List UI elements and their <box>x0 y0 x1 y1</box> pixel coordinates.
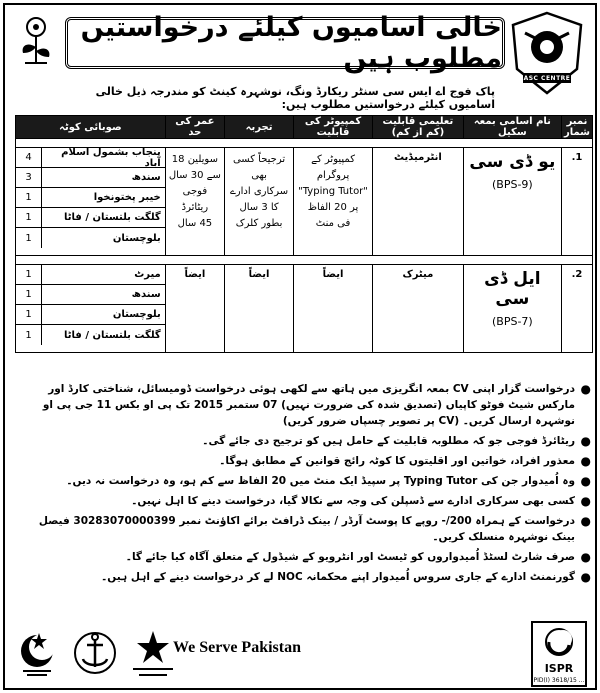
quota-count: 1 <box>16 325 42 345</box>
asc-centre-logo-icon <box>507 9 587 105</box>
post-scale: (BPS-9) <box>492 178 533 191</box>
experience-line: کا 3 سال <box>239 202 279 213</box>
quota-province: سندھ <box>131 289 161 300</box>
army-emblem-icon <box>21 633 55 675</box>
serial-cell: 1. <box>561 148 592 256</box>
quota-item <box>16 208 165 228</box>
post-name: ایل ڈی سی <box>484 269 541 309</box>
age-line: سے 30 سال <box>168 170 221 181</box>
navy-emblem-icon <box>75 633 115 673</box>
computer-line: "Typing Tutor" <box>298 186 368 197</box>
quota-province: سندھ <box>131 172 161 183</box>
bullet-icon: ● <box>580 382 591 396</box>
experience-cell <box>225 148 294 256</box>
quota-count: 1 <box>16 208 42 227</box>
instruction-item <box>17 549 593 565</box>
instruction-item <box>17 453 593 469</box>
computer-line: فی منٹ <box>315 218 351 229</box>
quota-count: 1 <box>16 228 42 248</box>
page-title: خالی اسامیوں کیلئے درخواستیں مطلوب ہیں <box>80 12 502 74</box>
age-cell <box>165 148 224 256</box>
quota-province: میرٹ <box>134 269 161 280</box>
table-row <box>16 265 593 353</box>
ispr-label: ISPR <box>544 662 574 675</box>
instruction-text: وہ اُمیدوار جن کی Typing Tutor پر سپیڈ ایک منٹ میں 20 الفاظ سے کم ہو، وہ درخواست نہ دیں۔ <box>66 475 575 487</box>
quota-item <box>16 228 165 248</box>
instruction-text: درخواست کے ہمراہ 200/- روپے کا پوسٹ آرڈر / بینک ڈرافٹ برائے اکاؤنٹ نمبر 30283070000399 فیصل بینک نوشہرہ منسلک کریں۔ <box>38 515 575 543</box>
armed-forces-emblems-icon <box>15 623 175 683</box>
quota-item <box>16 325 165 345</box>
job-advertisement <box>3 3 597 690</box>
age-cell: ایضاً <box>165 265 224 353</box>
air-force-emblem-icon <box>133 631 173 675</box>
quota-item <box>16 285 165 305</box>
experience-line: سرکاری ادارے <box>229 186 289 197</box>
experience-cell: ایضاً <box>225 265 294 353</box>
col-experience: تجربہ <box>225 116 294 139</box>
col-age: عمر کی حد <box>165 116 224 139</box>
logo-label: ASC CENTRE <box>523 75 571 82</box>
bullet-icon: ● <box>580 514 591 528</box>
post-cell <box>463 148 561 256</box>
quota-cell <box>16 148 166 256</box>
col-post: نام اسامی بمعہ سکیل <box>463 116 561 139</box>
computer-cell: ایضاً <box>294 265 373 353</box>
bullet-icon: ● <box>580 474 591 488</box>
instruction-text: گورنمنٹ ادارے کے جاری سروس اُمیدوار اپنے محکمانہ NOC لے کر درخواست دینے کے اہل ہیں۔ <box>101 571 575 583</box>
instruction-item <box>17 569 593 585</box>
age-line: سویلین 18 <box>171 154 218 165</box>
quota-count: 1 <box>16 305 42 324</box>
quota-province: بلوچستان <box>112 232 161 244</box>
instruction-item <box>17 493 593 509</box>
flower-emblem-icon <box>11 11 61 69</box>
table-header-row <box>16 116 593 139</box>
quota-item <box>16 305 165 325</box>
bullet-icon: ● <box>580 494 591 508</box>
quota-province: گلگت بلتستان / فاٹا <box>64 329 161 341</box>
experience-line: بطور کلرک <box>235 218 283 229</box>
col-quota: صوبائی کوٹہ <box>16 116 166 139</box>
instruction-item <box>17 513 593 545</box>
age-line: 45 سال <box>177 218 213 229</box>
bullet-icon: ● <box>580 570 591 584</box>
education-cell: انٹرمیڈیٹ <box>372 148 463 256</box>
quota-item <box>16 265 165 285</box>
post-scale: (BPS-7) <box>492 315 533 328</box>
instructions-list <box>17 381 593 589</box>
experience-line: ترجیحاً کسی بھی <box>232 154 286 181</box>
col-education: تعلیمی قابلیت (کم از کم) <box>372 116 463 139</box>
slogan: We Serve Pakistan <box>173 639 301 656</box>
instruction-item <box>17 473 593 489</box>
quota-count: 1 <box>16 265 42 284</box>
quota-count: 1 <box>16 188 42 207</box>
col-computer: کمپیوٹر کی قابلیت <box>294 116 373 139</box>
instruction-text: معذور افراد، خواتین اور اقلیتوں کا کوٹہ رائج قوانین کے مطابق ہوگا۔ <box>219 455 575 467</box>
quota-cell <box>16 265 166 353</box>
instruction-item <box>17 433 593 449</box>
computer-line: کمپیوٹر کے پروگرام <box>311 154 355 181</box>
quota-count: 3 <box>16 168 42 187</box>
quota-count: 1 <box>16 285 42 304</box>
computer-line: پر 20 الفاظ <box>307 202 359 213</box>
col-serial: نمبر شمار <box>561 116 592 139</box>
quota-item <box>16 188 165 208</box>
instruction-text: درخواست گزار اپنی CV بمعہ انگریزی میں ہاتھ سے لکھی ہوئی درخواست ڈومیسائل، شناختی کارڈ اور مارکس شیٹ فوٹو کاپیاں (تصدیق شدہ کی ضرورت نہیں) 07 ستمبر 2015 تک پی او بکس 11 جی پی او نوشہرہ ارسال کریں۔ (CV پر تصویر چسپاں ضرور کریں) <box>42 383 575 427</box>
education-cell: میٹرک <box>372 265 463 353</box>
post-cell <box>463 265 561 353</box>
computer-cell <box>294 148 373 256</box>
age-line: فوجی ریٹائرڈ <box>181 186 209 213</box>
quota-province: گلگت بلتستان / فاٹا <box>64 212 161 223</box>
instruction-text: صرف شارٹ لسٹڈ اُمیدواروں کو ٹیسٹ اور انٹرویو کے شیڈول کے متعلق آگاہ کیا جائے گا۔ <box>125 551 575 563</box>
table-row <box>16 148 593 256</box>
intro-text: پاک فوج اے ایس سی سنٹر ریکارڈ ونگ، نوشہرہ کینٹ کو مندرجہ ذیل خالی اسامیوں کیلئے درخواستیں مطلوب ہیں: <box>95 85 495 111</box>
serial-cell: 2. <box>561 265 592 353</box>
ispr-emblem-icon <box>541 627 577 657</box>
title-banner <box>65 12 505 74</box>
bullet-icon: ● <box>580 454 591 468</box>
instruction-item <box>17 381 593 429</box>
quota-province: خیبر پختونخوا <box>93 192 161 203</box>
jobs-table <box>15 115 593 353</box>
quota-item <box>16 148 165 168</box>
bullet-icon: ● <box>580 434 591 448</box>
quota-item <box>16 168 165 188</box>
bullet-icon: ● <box>580 550 591 564</box>
instruction-text: کسی بھی سرکاری ادارے سے ڈسپلن کی وجہ سے نکالا گیا، درخواست دینے کا اہل نہیں۔ <box>131 495 575 507</box>
quota-count: 4 <box>16 148 42 167</box>
instruction-text: ریٹائرڈ فوجی جو کہ مطلوبہ قابلیت کے حامل ہیں کو ترجیح دی جائے گی۔ <box>202 435 575 447</box>
ispr-code: PID(I) 3618/15 ... <box>533 677 585 684</box>
quota-province: بلوچستان <box>112 309 161 320</box>
post-name: یو ڈی سی <box>469 152 556 172</box>
quota-province: پنجاب بشمول اسلام آباد <box>61 146 161 169</box>
ispr-logo <box>531 621 587 687</box>
